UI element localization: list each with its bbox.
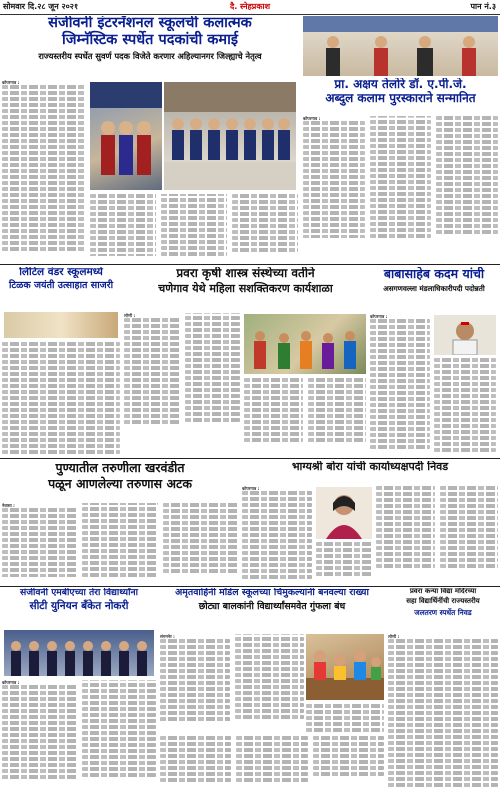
story-body-column (434, 358, 496, 456)
portrait-icon (316, 487, 372, 539)
page-number: पान नं.३ (470, 2, 496, 11)
story-tilak-headline (2, 267, 120, 309)
story-body-column (2, 80, 86, 260)
headline-line: संजीवनी इंटरनॅशनल स्कूलची कलात्मक (48, 16, 252, 31)
headline-line: भाग्यश्री बोरा यांची कार्याध्यक्षपदी निवड (291, 461, 449, 473)
headline-line: पळून आणलेल्या तरुणास अटक (48, 476, 192, 492)
story-subhead: असगणवल्ला मंडलाधिकारीपदी पदोन्नती (383, 284, 485, 294)
story-body-column (388, 634, 498, 792)
dateline: कोपरगाव : (242, 486, 260, 491)
women-group-icon (244, 314, 366, 374)
story-body-column (303, 116, 498, 262)
headline-line: सीटी युनियन बँकेत नोकरी (29, 599, 129, 612)
issue-date: सोमवार दि.२८ जून २०२१ (3, 2, 79, 11)
dateline: कोपरगाव : (2, 680, 20, 685)
award-photo-icon (303, 16, 498, 76)
dateline: कोपरगाव : (370, 314, 388, 319)
story-body-column (160, 736, 384, 792)
story-body-column (2, 342, 120, 454)
portrait-icon (434, 315, 496, 355)
headline-line: सहा विद्यार्थिनींची राज्यस्तरीय (406, 597, 480, 606)
story-swimming-headline (388, 588, 498, 632)
headline-line: अब्दुल कलाम पुरस्काराने सन्मानित (325, 90, 476, 105)
story-photo (90, 82, 162, 190)
story-body-column (90, 194, 298, 262)
headline-line: पुण्यातील तरुणीला खरवंडीत (55, 461, 185, 475)
section-divider (0, 458, 500, 459)
story-placement-headline (2, 588, 156, 628)
story-body-column (160, 634, 304, 734)
story-award-headline (303, 78, 498, 114)
headline-line: जिम्नॅस्टिक स्पर्धेत पदकांची कमाई (62, 32, 238, 49)
headline-line: जलतरण स्पर्धेत निवड (414, 607, 472, 617)
group-photo-icon (164, 82, 296, 190)
portrait-photo (434, 315, 496, 355)
headline-line: प्रा. अक्षय तेलोरे डॉ. ए.पी.जे. (334, 78, 467, 91)
page-header (0, 0, 500, 15)
story-gymnastics-headline (2, 16, 298, 78)
story-photo (303, 16, 498, 76)
headline-line: बाबासाहेब कदम यांची (383, 267, 485, 281)
story-body-column (124, 313, 240, 455)
dateline: लोणी : (388, 634, 400, 639)
story-promotion-headline (370, 267, 498, 311)
headline-line: प्रवरा कन्या विद्या मंदिरच्या (409, 588, 477, 595)
story-photo (306, 634, 384, 700)
dateline: कोपरगाव : (2, 80, 20, 85)
group-photo-icon (90, 82, 162, 190)
section-divider (0, 586, 500, 587)
story-body-column (306, 704, 384, 734)
story-photo (244, 314, 366, 374)
headline-line: चणेगाव येथे महिला सशक्तिकरण कार्यशाळा (158, 281, 333, 295)
story-photo (164, 82, 296, 190)
story-workshop-headline (124, 267, 367, 311)
headline-line: लिटिल वंडर स्कूलमध्ये (19, 267, 103, 278)
story-subhead: छोट्या बालकांनी विद्यार्थ्यांसमवेत गुंफला बंध (198, 600, 346, 612)
story-subhead: राज्यस्तरीय स्पर्धेत सुवर्ण पदक विजेते करणार अहिल्यानगर जिल्ह्याचे नेतृत्व (38, 51, 262, 62)
dateline: कोपरगाव : (303, 116, 321, 121)
section-divider (0, 264, 500, 265)
dateline: संगमनेर : (160, 634, 175, 639)
story-rakhi-headline (160, 588, 384, 632)
story-arrest-headline (2, 461, 238, 501)
story-body-column (370, 314, 430, 456)
story-body-column (244, 378, 366, 454)
headline-line: टिळक जयंती उत्साहात साजरी (8, 280, 114, 292)
story-election-headline (242, 461, 498, 483)
story-body-column (2, 680, 156, 792)
story-body-column (376, 486, 498, 584)
dateline: लोणी : (124, 313, 136, 318)
story-photo (4, 630, 154, 676)
headline-line: संजीवनी एमबीएच्या तेरा विद्यार्थ्यांना (20, 588, 138, 598)
dateline: नेवासा : (2, 503, 15, 508)
headline-line: अमृतवाहिनी मॉडेल स्कूलच्या चिमुकल्यांनी बनवल्या राख्या (175, 588, 369, 598)
headline-line: प्रवरा कृषी शास्त्र संस्थेच्या वतीने (176, 267, 315, 280)
story-body-column (316, 542, 372, 584)
children-rakhi-icon (306, 634, 384, 700)
story-body-column (242, 486, 312, 584)
masthead: दै. स्नेहप्रकाश (229, 2, 271, 11)
portrait-photo (316, 487, 372, 539)
story-photo (4, 312, 118, 338)
group-photo-icon (4, 630, 154, 676)
story-body-column (2, 503, 238, 583)
